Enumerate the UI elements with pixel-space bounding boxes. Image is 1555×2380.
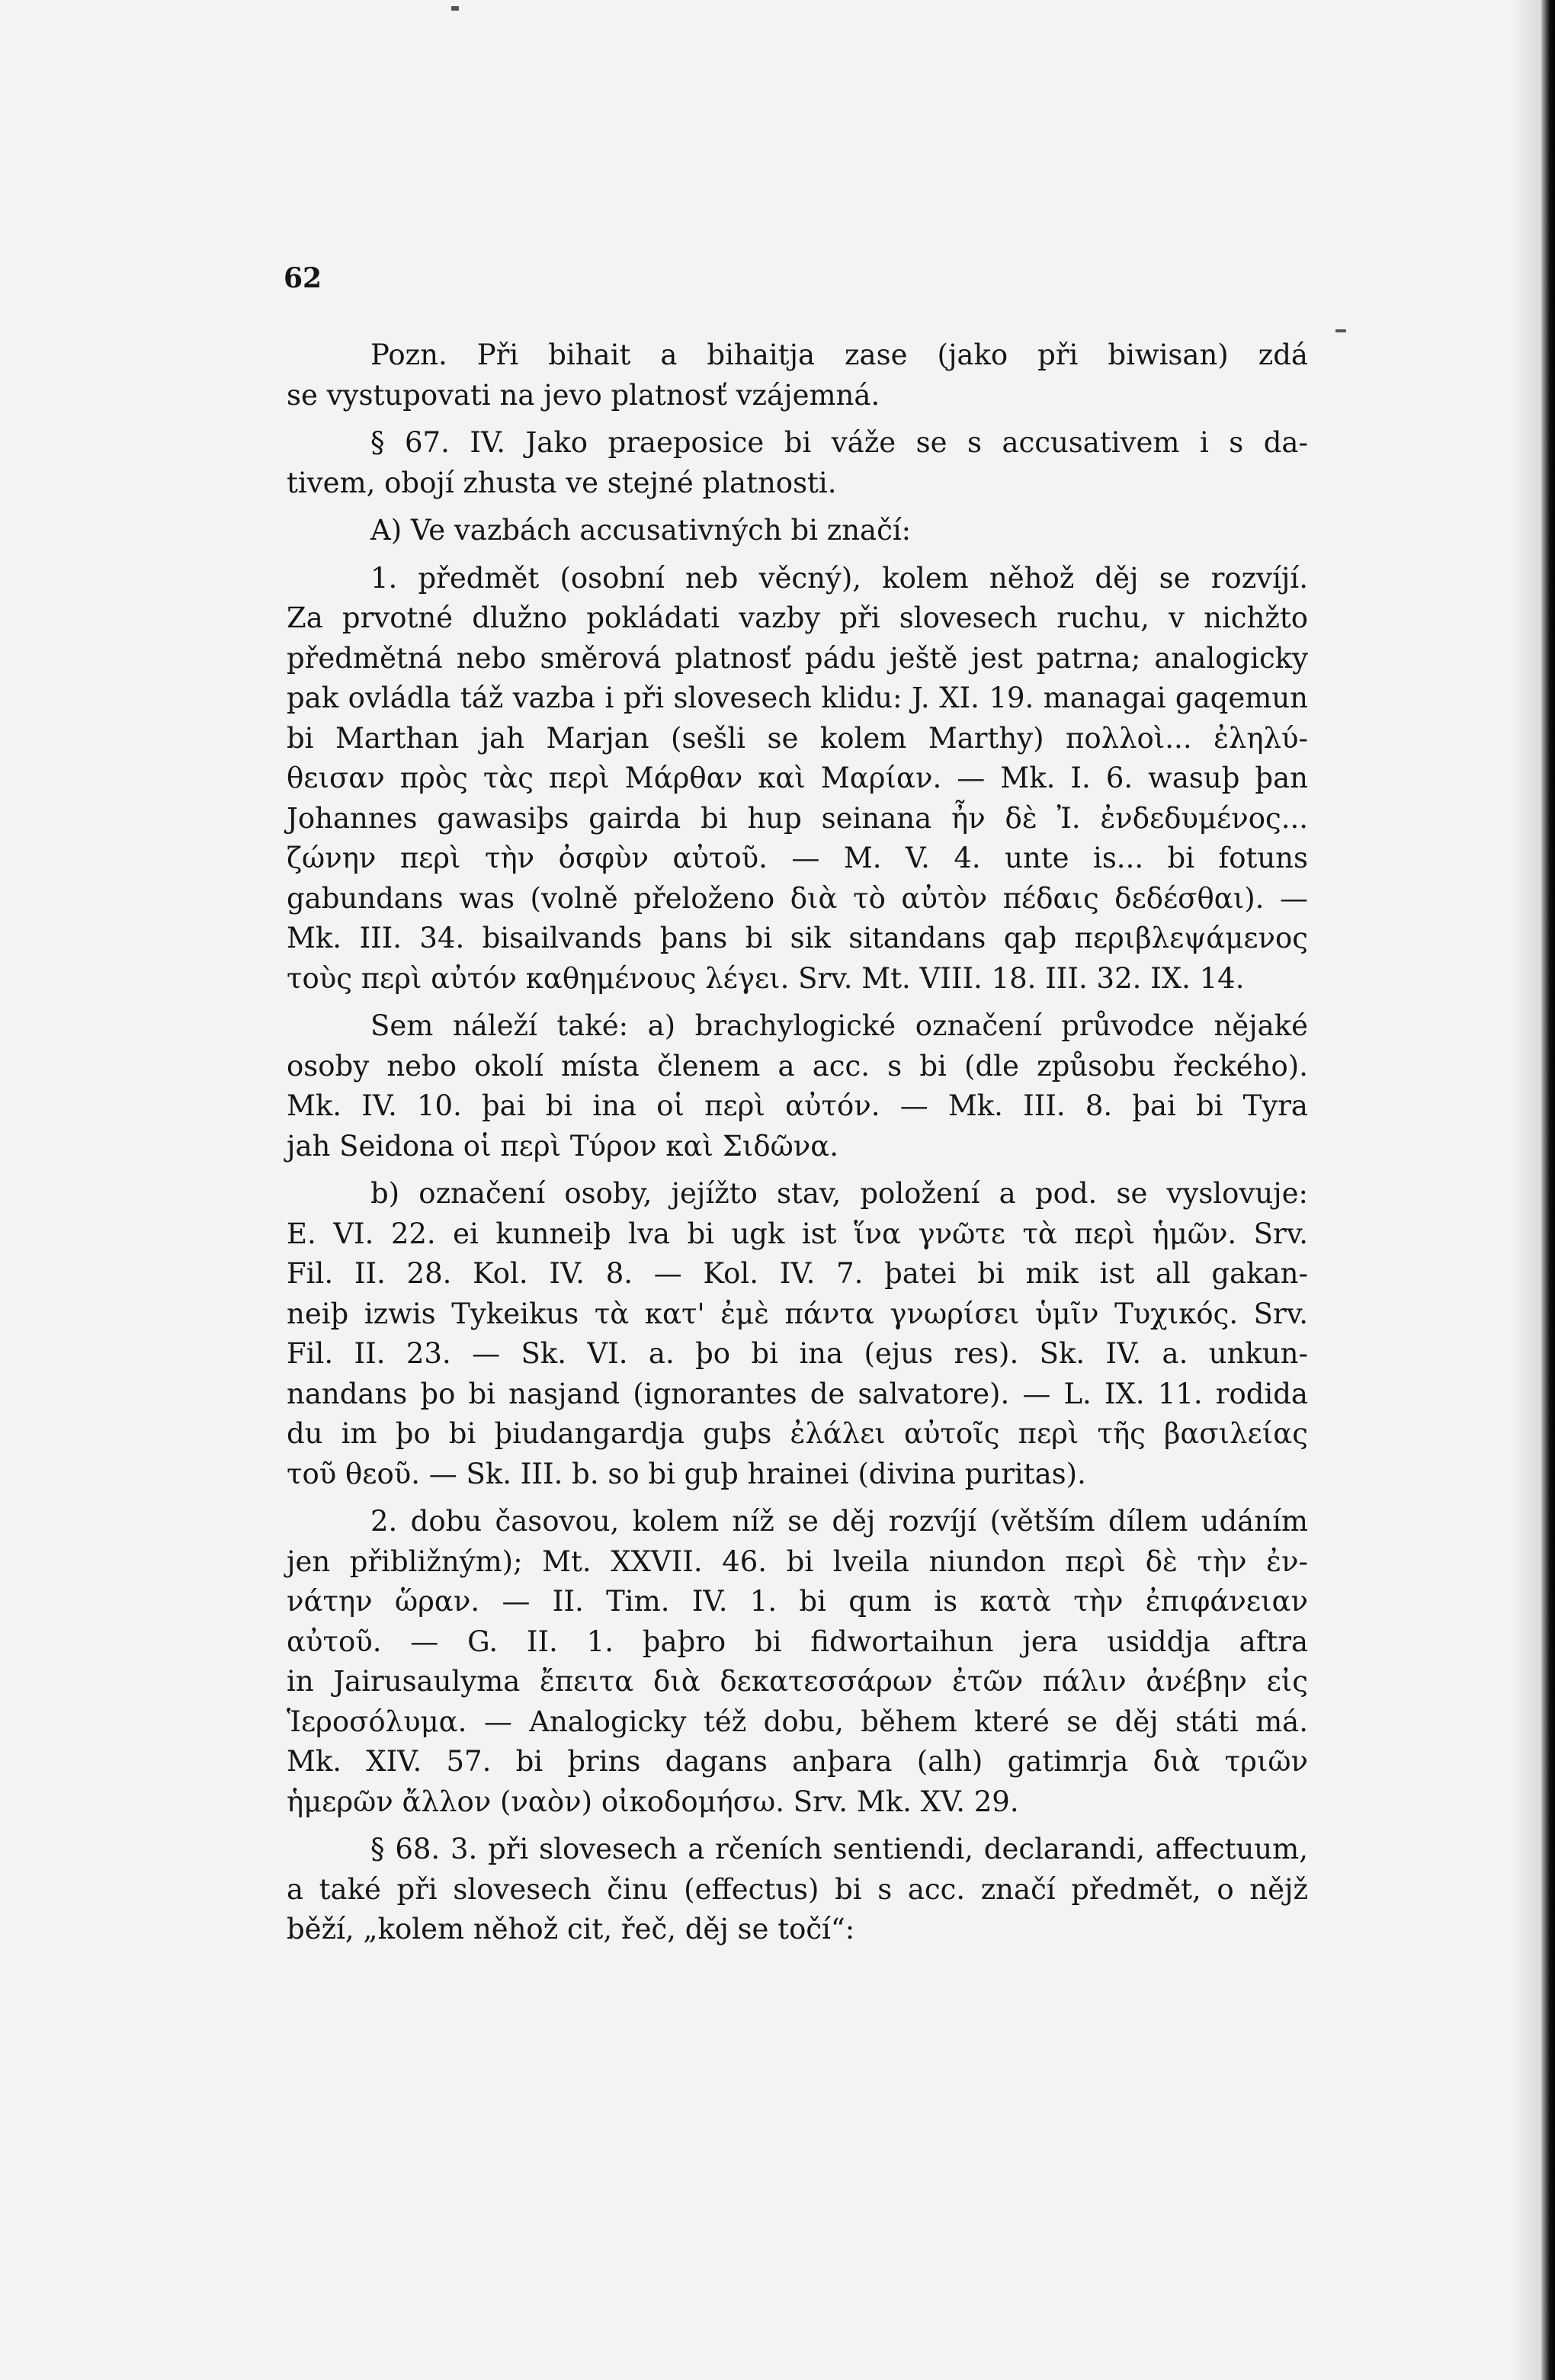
text-line: Fil. II. 23. — Sk. VI. a. þo bi ina (ejus res). Sk. IV. a. unkun- (287, 1337, 1308, 1370)
text-line: θεισαν πρὸς τὰς περὶ Μάρθαν καὶ Μαρίαν. — Mk. I. 6. wasuþ þan (287, 762, 1308, 794)
text-line: A) Ve vazbách accusativných bi značí: (370, 514, 912, 547)
text-line: pak ovládla táž vazba i při slovesech klidu: J. XI. 19. managai gaqemun (287, 682, 1308, 714)
paragraph-gap (287, 415, 1308, 423)
text-line: Sem náleží také: a) brachylogické označení průvodce nějaké (370, 1009, 1308, 1042)
text-line: bi Marthan jah Marjan (sešli se kolem Marthy) πολλοὶ... ἐληλύ- (287, 721, 1308, 755)
text-line: Mk. IV. 10. þai bi ina οἱ περὶ αὐτόν. — Mk. III. 8. þai bi Tyra (287, 1089, 1308, 1122)
text-line: τοὺς περὶ αὐτόν καθημένους λέγει. Srv. Mt. VIII. 18. III. 32. IX. 14. (287, 961, 1245, 995)
paragraph-gap (287, 1166, 1308, 1174)
paragraph-gap (287, 551, 1308, 559)
text-line: běží, „kolem něhož cit, řeč, děj se točí“: (287, 1913, 855, 1945)
text-line: gabundans was (volně přeloženo διὰ τὸ αὐτὸν πέδαις δεδέσθαι). — (287, 881, 1308, 915)
text-line: b) označení osoby, jejížto stav, položení a pod. se vyslovuje: (370, 1177, 1308, 1210)
text-line: E. VI. 22. ei kunneiþ lva bi ugk ist ἵνα γνῶτε τὰ περὶ ἡμῶν. Srv. (287, 1217, 1308, 1250)
page-edge (1541, 0, 1555, 2380)
text-line: Mk. III. 34. bisailvands þans bi sik sitandans qaþ περιβλεψάμενος (287, 922, 1308, 954)
text-line: tivem, obojí zhusta ve stejné platnosti. (287, 466, 837, 499)
text-line: ζώνην περὶ τὴν ὀσφὺν αὐτοῦ. — M. V. 4. unte is... bi fotuns (287, 842, 1308, 874)
text-line: Mk. XIV. 57. bi þrins dagans anþara (alh) gatimrja διὰ τριῶν (287, 1745, 1308, 1778)
text-line: Pozn. Při bihait a bihaitja zase (jako při biwisan) zdá (370, 338, 1308, 371)
text-line: nandans þo bi nasjand (ignorantes de salvatore). — L. IX. 11. rodida (287, 1377, 1308, 1410)
text-line: du im þo bi þiudangardja guþs ἐλάλει αὐτοῖς περὶ τῆς βασιλείας (287, 1417, 1308, 1450)
paragraph-gap (287, 1822, 1308, 1830)
text-line: τοῦ θεοῦ. — Sk. III. b. so bi guþ hrainei (divina puritas). (287, 1457, 1086, 1490)
text-line: jen přibližným); Mt. XXVII. 46. bi lveila niundon περὶ δὲ τὴν ἐν- (287, 1544, 1308, 1578)
text-line: Johannes gawasiþs gairda bi hup seinana ἦν δὲ Ἰ. ἐνδεδυμένος... (287, 801, 1308, 835)
text-line: předmětná nebo směrová platnosť pádu ještě jest patrna; analogicky (287, 641, 1308, 675)
text-line: a také při slovesech činu (effectus) bi s acc. značí předmět, o nějž (287, 1872, 1308, 1906)
text-line: Ἱεροσόλυμα. — Analogicky též dobu, během které se děj státi má. (287, 1705, 1308, 1738)
page-edge-shadow (1511, 0, 1541, 2380)
text-line: § 67. IV. Jako praeposice bi váže se s accusativem i s da- (370, 426, 1308, 459)
text-line: in Jairusaulyma ἔπειτα διὰ δεκατεσσάρων ἐτῶν πάλιν ἀνέβην εἰς (287, 1665, 1308, 1698)
text-line: νάτην ὥραν. — II. Tim. IV. 1. bi qum is κατὰ τὴν ἐπιφάνειαν (287, 1585, 1308, 1618)
paragraph-gap (287, 999, 1308, 1006)
text-line: osoby nebo okolí místa členem a acc. s bi (dle způsobu řeckého). (287, 1049, 1308, 1083)
paragraph-gap (287, 1494, 1308, 1502)
scan-speck (451, 6, 459, 11)
text-line: Fil. II. 28. Kol. IV. 8. — Kol. IV. 7. þatei bi mik ist all gakan- (287, 1257, 1308, 1290)
text-line: se vystupovati na jevo platnosť vzájemná. (287, 378, 880, 412)
text-line: 2. dobu časovou, kolem níž se děj rozvíjí (větším dílem udáním (370, 1505, 1308, 1538)
text-line: § 68. 3. při slovesech a rčeních sentiendi, declarandi, affectuum, (370, 1833, 1308, 1865)
paragraph-gap (287, 503, 1308, 511)
scan-speck (1335, 329, 1346, 332)
text-line: αὐτοῦ. — G. II. 1. þaþro bi fidwortaihun jera usiddja aftra (287, 1625, 1308, 1658)
text-line: Za prvotné dlužno pokládati vazby při slovesech ruchu, v nichžto (287, 601, 1308, 634)
text-line: neiþ izwis Tykeikus τὰ κατ' ἐμὲ πάντα γνωρίσει ὑμῖν Τυχικός. Srv. (287, 1297, 1308, 1330)
page-number: 62 (284, 262, 322, 294)
text-line: 1. předmět (osobní neb věcný), kolem něhož děj se rozvíjí. (370, 561, 1308, 595)
text-line: ἡμερῶν ἄλλον (ναὸν) οἰκοδομήσω. Srv. Mk. XV. 29. (287, 1785, 1019, 1818)
text-line: jah Seidona οἱ περὶ Τύρον καὶ Σιδῶνα. (287, 1129, 839, 1163)
body-text (287, 335, 1308, 1950)
